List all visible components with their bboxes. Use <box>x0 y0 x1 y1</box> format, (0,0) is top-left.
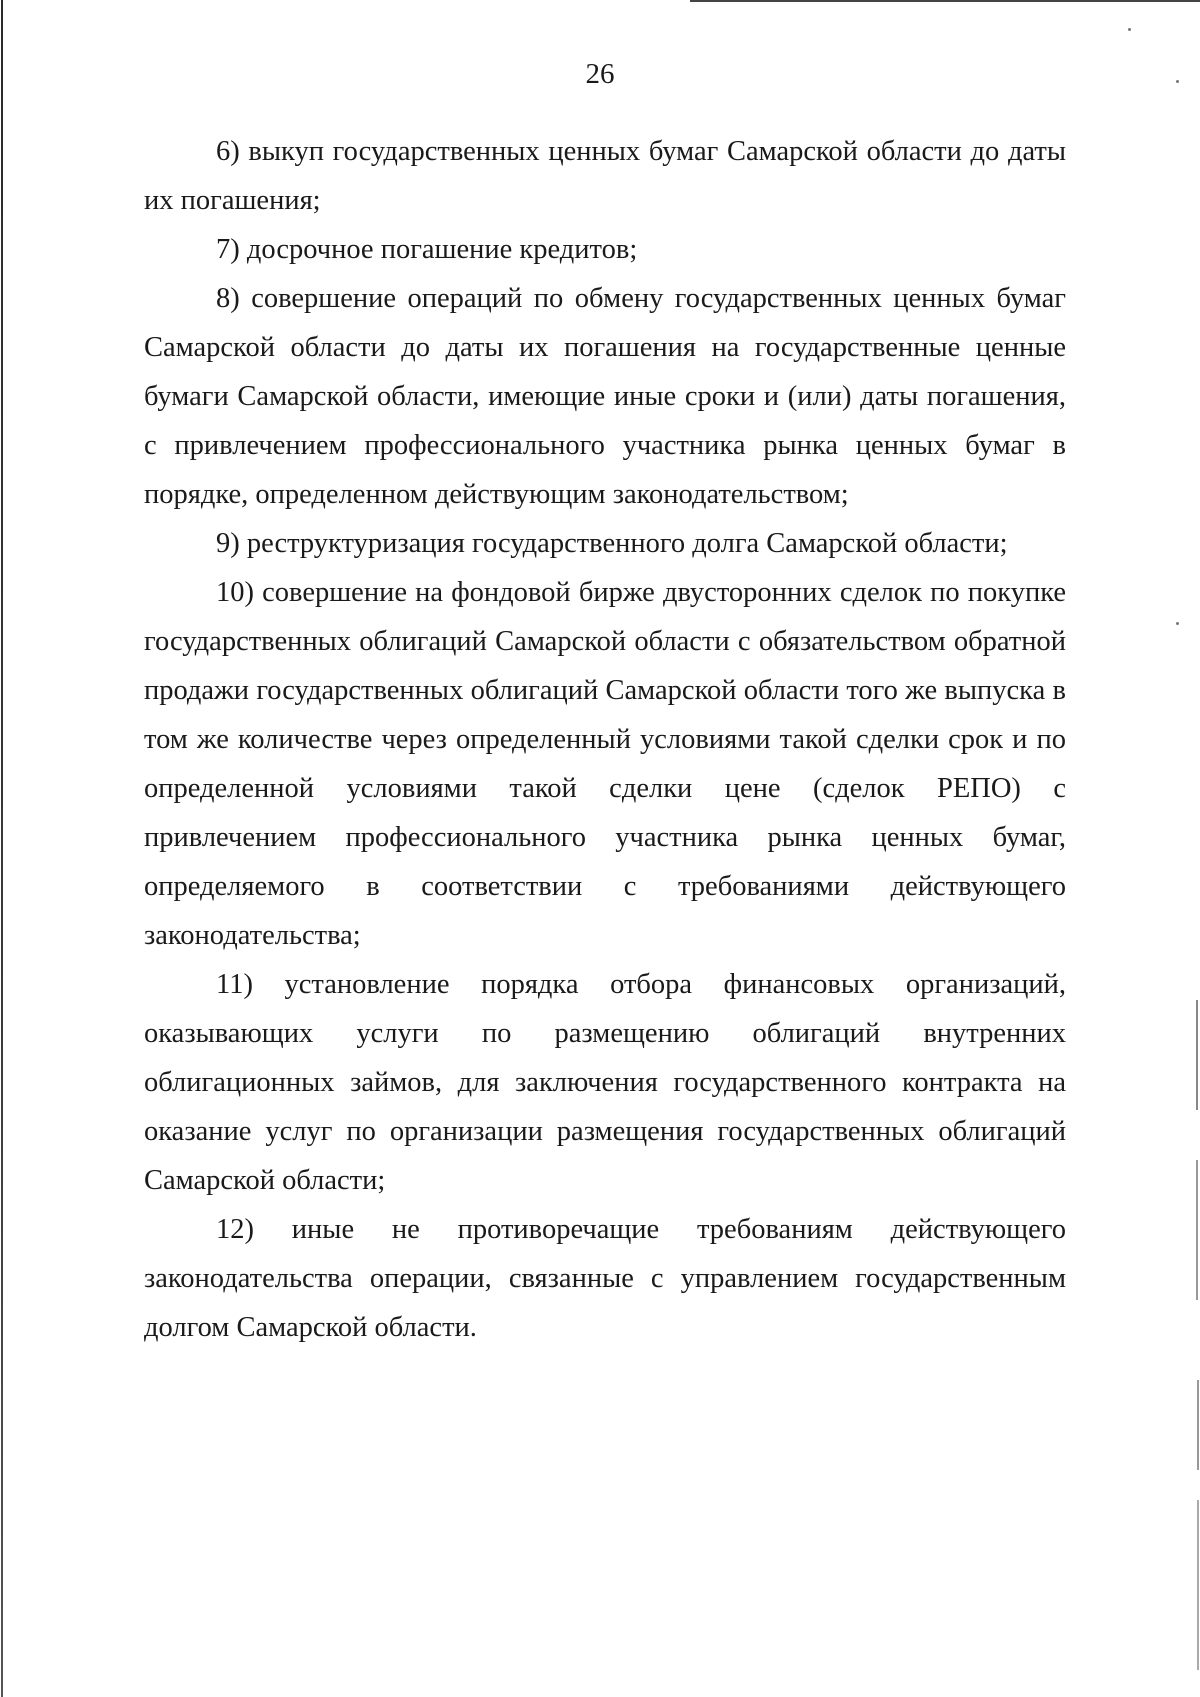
page-number: 26 <box>585 58 615 90</box>
scan-speck <box>1176 622 1179 625</box>
scan-edge-right <box>1196 1160 1198 1300</box>
scan-edge-right <box>1197 1500 1199 1670</box>
list-item: 8) совершение операций по обмену государственных ценных бумаг Самарской области до даты их погашения на государственные ценные бумаги Самарской области, имеющие иные сроки и (или) даты погашения, с привлечением профессионального участника рынка ценных бумаг в порядке, определенном действующим законодательством; <box>144 283 1066 510</box>
list-item: 12) иные не противоречащие требованиям действующего законодательства операции, связанные с управлением государственным долгом Самарской области. <box>144 1214 1066 1343</box>
scan-speck <box>1128 28 1131 31</box>
list-item: 10) совершение на фондовой бирже двусторонних сделок по покупке государственных облигаций Самарской области с обязательством обратной продажи государственных облигаций Самарской области того же выпуска в том же количестве через определенный условиями такой сделки срок и по определенной условиями такой сделки цене (сделок РЕПО) с привлечением профессионального участника рынка ценных бумаг, определяемого в соответствии с требованиями действующего законодательства; <box>144 577 1066 951</box>
scan-edge-top <box>690 0 1200 2</box>
list-item: 7) досрочное погашение кредитов; <box>216 234 638 265</box>
list-item: 9) реструктуризация государственного долга Самарской области; <box>216 528 1008 559</box>
scan-edge-right <box>1196 1000 1198 1110</box>
scan-edge-right <box>1197 1380 1199 1470</box>
list-item: 11) установление порядка отбора финансовых организаций, оказывающих услуги по размещению облигаций внутренних облигационных займов, для заключения государственного контракта на оказание услуг по организации размещения государственных облигаций Самарской области; <box>144 969 1066 1196</box>
document-body <box>144 127 1066 1352</box>
scan-edge-left <box>1 0 3 1697</box>
list-item: 6) выкуп государственных ценных бумаг Самарской области до даты их погашения; <box>144 136 1066 216</box>
